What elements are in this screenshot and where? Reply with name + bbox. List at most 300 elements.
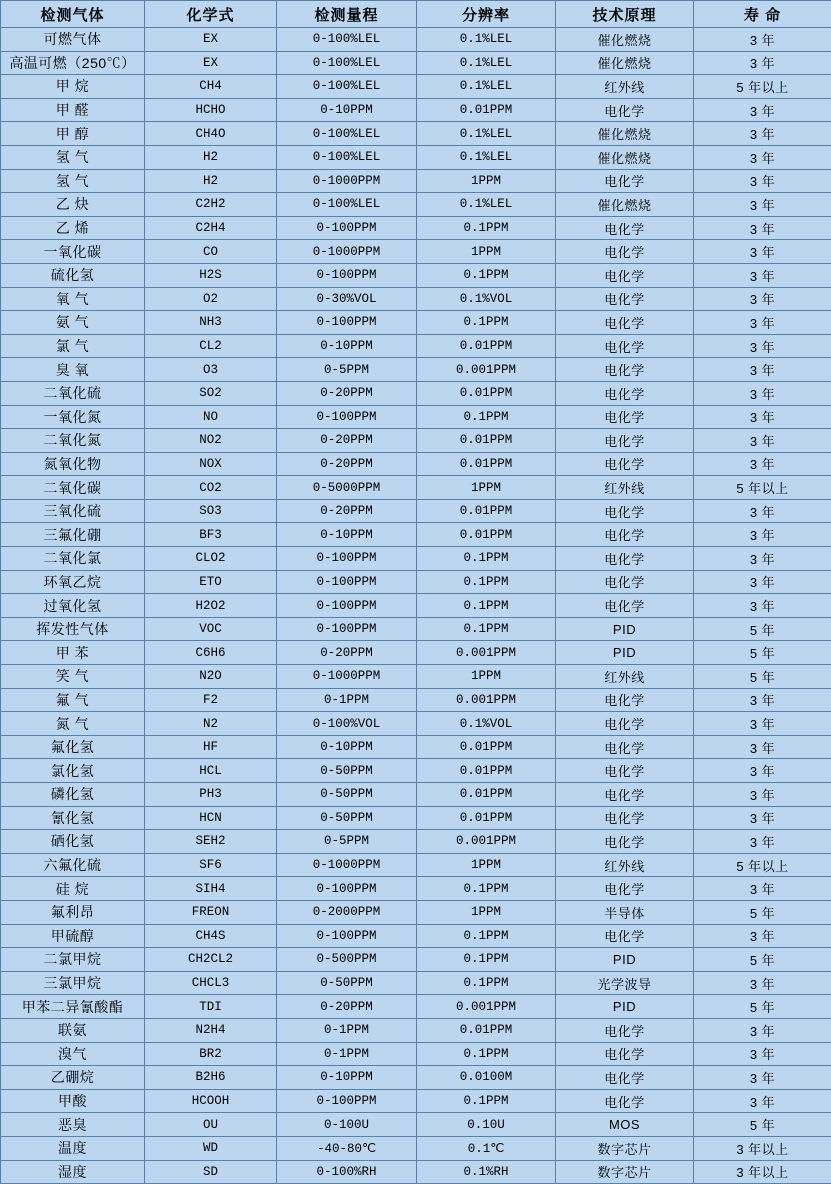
cell-resolution: 0.1%VOL [417,712,556,736]
cell-range: 0-100%LEL [277,51,417,75]
cell-formula: CH4 [145,75,277,99]
cell-resolution: 0.1%LEL [417,145,556,169]
cell-principle: 电化学 [556,381,694,405]
cell-gas-name: 氮氧化物 [1,452,145,476]
cell-gas-name: 氧 气 [1,287,145,311]
cell-life: 5 年 [694,617,831,641]
cell-range: 0-20PPM [277,995,417,1019]
cell-gas-name: 乙 炔 [1,193,145,217]
cell-gas-name: 笑 气 [1,665,145,689]
cell-range: 0-100%LEL [277,122,417,146]
cell-range: 0-50PPM [277,783,417,807]
table-row [1,971,831,995]
cell-formula: FREON [145,900,277,924]
cell-principle: 催化燃烧 [556,51,694,75]
cell-principle: 催化燃烧 [556,28,694,52]
cell-life: 5 年 [694,665,831,689]
table-row [1,735,831,759]
cell-principle: 电化学 [556,570,694,594]
cell-formula: VOC [145,617,277,641]
cell-range: 0-100PPM [277,617,417,641]
cell-principle: 电化学 [556,1089,694,1113]
cell-formula: SO2 [145,381,277,405]
cell-resolution: 0.1PPM [417,617,556,641]
cell-principle: 电化学 [556,735,694,759]
cell-resolution: 0.001PPM [417,358,556,382]
cell-gas-name: 二氧化硫 [1,381,145,405]
cell-principle: 半导体 [556,900,694,924]
cell-range: 0-100U [277,1113,417,1137]
column-header-principle: 技术原理 [556,1,694,28]
cell-resolution: 0.001PPM [417,641,556,665]
cell-formula: CHCL3 [145,971,277,995]
cell-principle: 电化学 [556,1018,694,1042]
cell-resolution: 0.1PPM [417,924,556,948]
cell-life: 3 年 [694,971,831,995]
cell-formula: H2 [145,169,277,193]
cell-resolution: 0.001PPM [417,830,556,854]
table-row [1,759,831,783]
table-row [1,334,831,358]
table-row [1,452,831,476]
table-row [1,688,831,712]
table-row [1,51,831,75]
cell-resolution: 0.1%LEL [417,51,556,75]
cell-range: 0-100PPM [277,924,417,948]
cell-gas-name: 氟 气 [1,688,145,712]
cell-range: 0-100PPM [277,877,417,901]
cell-formula: CL2 [145,334,277,358]
cell-principle: 电化学 [556,98,694,122]
cell-principle: 电化学 [556,523,694,547]
table-row [1,1042,831,1066]
table-row [1,28,831,52]
cell-formula: NH3 [145,311,277,335]
cell-range: 0-50PPM [277,806,417,830]
cell-principle: 电化学 [556,1066,694,1090]
cell-formula: H2O2 [145,594,277,618]
cell-principle: 电化学 [556,240,694,264]
cell-life: 5 年以上 [694,853,831,877]
cell-gas-name: 联氨 [1,1018,145,1042]
cell-formula: OU [145,1113,277,1137]
table-row [1,547,831,571]
cell-resolution: 0.1PPM [417,547,556,571]
cell-formula: SF6 [145,853,277,877]
cell-principle: 电化学 [556,688,694,712]
cell-formula: PH3 [145,783,277,807]
cell-resolution: 0.01PPM [417,523,556,547]
cell-formula: NO2 [145,429,277,453]
cell-principle: MOS [556,1113,694,1137]
cell-life: 3 年 [694,98,831,122]
table-row [1,570,831,594]
cell-formula: SEH2 [145,830,277,854]
cell-range: 0-20PPM [277,381,417,405]
cell-formula: SO3 [145,499,277,523]
cell-range: 0-100%LEL [277,28,417,52]
cell-life: 3 年 [694,594,831,618]
cell-principle: 光学波导 [556,971,694,995]
cell-formula: F2 [145,688,277,712]
cell-life: 3 年 [694,523,831,547]
cell-resolution: 1PPM [417,169,556,193]
cell-principle: 电化学 [556,429,694,453]
column-header-resolution: 分辨率 [417,1,556,28]
cell-principle: 红外线 [556,75,694,99]
table-row [1,830,831,854]
cell-gas-name: 甲 苯 [1,641,145,665]
cell-gas-name: 六氟化硫 [1,853,145,877]
cell-gas-name: 过氧化氢 [1,594,145,618]
table-row [1,499,831,523]
cell-formula: C6H6 [145,641,277,665]
table-row [1,1066,831,1090]
cell-formula: BF3 [145,523,277,547]
table-header-row [1,1,831,28]
cell-gas-name: 氮 气 [1,712,145,736]
cell-range: 0-100PPM [277,1089,417,1113]
cell-life: 3 年 [694,499,831,523]
cell-formula: SIH4 [145,877,277,901]
cell-resolution: 0.01PPM [417,806,556,830]
cell-resolution: 0.01PPM [417,783,556,807]
table-row [1,381,831,405]
table-row [1,924,831,948]
cell-gas-name: 温度 [1,1136,145,1160]
cell-gas-name: 溴气 [1,1042,145,1066]
cell-principle: PID [556,617,694,641]
cell-formula: SD [145,1160,277,1184]
cell-principle: 电化学 [556,334,694,358]
cell-gas-name: 氢 气 [1,145,145,169]
cell-gas-name: 二氧化氮 [1,429,145,453]
cell-gas-name: 磷化氢 [1,783,145,807]
cell-principle: 电化学 [556,499,694,523]
cell-resolution: 0.1PPM [417,311,556,335]
cell-principle: 电化学 [556,594,694,618]
cell-range: 0-1PPM [277,1042,417,1066]
cell-resolution: 1PPM [417,240,556,264]
cell-gas-name: 甲酸 [1,1089,145,1113]
cell-resolution: 0.01PPM [417,499,556,523]
cell-formula: N2O [145,665,277,689]
table-row [1,169,831,193]
cell-principle: 电化学 [556,358,694,382]
cell-principle: 红外线 [556,853,694,877]
cell-formula: H2 [145,145,277,169]
cell-life: 5 年 [694,948,831,972]
table-row [1,75,831,99]
cell-resolution: 0.01PPM [417,429,556,453]
cell-formula: N2 [145,712,277,736]
cell-resolution: 0.1PPM [417,570,556,594]
cell-range: 0-100PPM [277,547,417,571]
cell-formula: CH2CL2 [145,948,277,972]
cell-gas-name: 氰化氢 [1,806,145,830]
table-row [1,1089,831,1113]
cell-resolution: 1PPM [417,665,556,689]
table-row [1,1018,831,1042]
cell-life: 3 年 [694,240,831,264]
cell-life: 3 年 [694,877,831,901]
cell-range: 0-20PPM [277,641,417,665]
cell-range: 0-1000PPM [277,240,417,264]
cell-range: 0-500PPM [277,948,417,972]
cell-resolution: 0.1%VOL [417,287,556,311]
cell-principle: 电化学 [556,287,694,311]
cell-formula: NOX [145,452,277,476]
cell-principle: 电化学 [556,547,694,571]
cell-resolution: 0.1PPM [417,1089,556,1113]
cell-range: 0-20PPM [277,499,417,523]
cell-life: 3 年以上 [694,1160,831,1184]
cell-formula: TDI [145,995,277,1019]
cell-resolution: 0.01PPM [417,98,556,122]
cell-gas-name: 乙 烯 [1,216,145,240]
table-row [1,287,831,311]
cell-principle: 红外线 [556,476,694,500]
table-row [1,358,831,382]
cell-gas-name: 氟化氢 [1,735,145,759]
cell-resolution: 0.1PPM [417,948,556,972]
cell-gas-name: 恶臭 [1,1113,145,1137]
cell-gas-name: 可燃气体 [1,28,145,52]
cell-gas-name: 硅 烷 [1,877,145,901]
table-row [1,712,831,736]
cell-resolution: 0.01PPM [417,735,556,759]
cell-gas-name: 氯化氢 [1,759,145,783]
cell-resolution: 0.1%LEL [417,28,556,52]
cell-range: 0-100PPM [277,570,417,594]
cell-life: 3 年 [694,570,831,594]
cell-gas-name: 硫化氢 [1,263,145,287]
cell-resolution: 0.1PPM [417,216,556,240]
cell-principle: 电化学 [556,806,694,830]
cell-resolution: 1PPM [417,476,556,500]
table-row [1,1136,831,1160]
cell-gas-name: 甲 烷 [1,75,145,99]
table-row [1,877,831,901]
cell-resolution: 0.1PPM [417,971,556,995]
cell-life: 3 年 [694,783,831,807]
cell-formula: HCHO [145,98,277,122]
column-header-range: 检测量程 [277,1,417,28]
table-row [1,145,831,169]
cell-range: 0-5PPM [277,358,417,382]
cell-formula: C2H4 [145,216,277,240]
cell-range: -40-80℃ [277,1136,417,1160]
table-row [1,405,831,429]
cell-life: 3 年 [694,688,831,712]
cell-gas-name: 甲 醛 [1,98,145,122]
cell-life: 5 年以上 [694,75,831,99]
cell-range: 0-100PPM [277,311,417,335]
table-row [1,853,831,877]
cell-life: 3 年 [694,1066,831,1090]
cell-principle: PID [556,948,694,972]
table-row [1,806,831,830]
cell-gas-name: 甲硫醇 [1,924,145,948]
cell-life: 3 年 [694,452,831,476]
table-row [1,1113,831,1137]
cell-resolution: 0.1%LEL [417,75,556,99]
cell-formula: CO [145,240,277,264]
cell-range: 0-100PPM [277,216,417,240]
cell-gas-name: 乙硼烷 [1,1066,145,1090]
cell-resolution: 0.1PPM [417,877,556,901]
cell-resolution: 0.001PPM [417,995,556,1019]
cell-formula: HCL [145,759,277,783]
cell-life: 3 年 [694,381,831,405]
cell-resolution: 1PPM [417,900,556,924]
cell-range: 0-1000PPM [277,169,417,193]
cell-formula: HCOOH [145,1089,277,1113]
table-row [1,995,831,1019]
column-header-formula: 化学式 [145,1,277,28]
cell-resolution: 1PPM [417,853,556,877]
cell-formula: HF [145,735,277,759]
cell-principle: 电化学 [556,877,694,901]
cell-gas-name: 一氧化氮 [1,405,145,429]
table-row [1,98,831,122]
cell-range: 0-10PPM [277,523,417,547]
table-body [1,28,831,1184]
cell-gas-name: 硒化氢 [1,830,145,854]
cell-life: 3 年 [694,924,831,948]
cell-gas-name: 二氧化碳 [1,476,145,500]
cell-gas-name: 甲苯二异氰酸酯 [1,995,145,1019]
cell-range: 0-10PPM [277,1066,417,1090]
cell-formula: EX [145,51,277,75]
cell-principle: 电化学 [556,452,694,476]
cell-formula: C2H2 [145,193,277,217]
cell-life: 5 年 [694,1113,831,1137]
cell-gas-name: 氢 气 [1,169,145,193]
cell-resolution: 0.01PPM [417,381,556,405]
cell-gas-name: 二氯甲烷 [1,948,145,972]
cell-range: 0-1PPM [277,1018,417,1042]
cell-resolution: 0.1%RH [417,1160,556,1184]
cell-life: 3 年 [694,712,831,736]
cell-gas-name: 三氧化硫 [1,499,145,523]
cell-gas-name: 氟利昂 [1,900,145,924]
cell-principle: 电化学 [556,1042,694,1066]
cell-life: 3 年 [694,1089,831,1113]
cell-life: 3 年 [694,169,831,193]
cell-range: 0-1000PPM [277,665,417,689]
cell-resolution: 0.001PPM [417,688,556,712]
cell-gas-name: 三氟化硼 [1,523,145,547]
cell-principle: 电化学 [556,924,694,948]
cell-life: 3 年 [694,806,831,830]
cell-gas-name: 臭 氧 [1,358,145,382]
cell-life: 3 年 [694,193,831,217]
cell-life: 3 年 [694,334,831,358]
cell-life: 3 年 [694,287,831,311]
cell-principle: 红外线 [556,665,694,689]
cell-range: 0-5PPM [277,830,417,854]
cell-life: 3 年 [694,759,831,783]
cell-resolution: 0.1%LEL [417,193,556,217]
cell-resolution: 0.10U [417,1113,556,1137]
cell-principle: 催化燃烧 [556,193,694,217]
cell-resolution: 0.01PPM [417,452,556,476]
cell-formula: WD [145,1136,277,1160]
cell-formula: CO2 [145,476,277,500]
table-row [1,617,831,641]
cell-range: 0-2000PPM [277,900,417,924]
cell-gas-name: 挥发性气体 [1,617,145,641]
cell-range: 0-100%LEL [277,145,417,169]
table-row [1,783,831,807]
cell-principle: 电化学 [556,712,694,736]
column-header-gas: 检测气体 [1,1,145,28]
cell-resolution: 0.1PPM [417,594,556,618]
table-row [1,523,831,547]
table-row [1,641,831,665]
cell-resolution: 0.1PPM [417,263,556,287]
table-row [1,900,831,924]
cell-principle: PID [556,995,694,1019]
cell-range: 0-100%LEL [277,193,417,217]
table-row [1,122,831,146]
cell-principle: 电化学 [556,783,694,807]
cell-life: 5 年以上 [694,476,831,500]
cell-life: 3 年 [694,122,831,146]
cell-range: 0-100PPM [277,594,417,618]
cell-life: 3 年 [694,547,831,571]
cell-resolution: 0.01PPM [417,334,556,358]
cell-principle: 电化学 [556,263,694,287]
cell-gas-name: 二氧化氯 [1,547,145,571]
cell-gas-name: 湿度 [1,1160,145,1184]
cell-life: 3 年 [694,405,831,429]
cell-gas-name: 氯 气 [1,334,145,358]
cell-formula: CH4S [145,924,277,948]
cell-life: 3 年以上 [694,1136,831,1160]
cell-principle: 电化学 [556,169,694,193]
cell-range: 0-20PPM [277,452,417,476]
table-row [1,665,831,689]
table-row [1,948,831,972]
cell-life: 3 年 [694,263,831,287]
cell-life: 3 年 [694,51,831,75]
cell-formula: O2 [145,287,277,311]
cell-range: 0-10PPM [277,735,417,759]
cell-life: 3 年 [694,1042,831,1066]
cell-resolution: 0.0100M [417,1066,556,1090]
table-row [1,240,831,264]
cell-gas-name: 环氧乙烷 [1,570,145,594]
cell-principle: PID [556,641,694,665]
cell-principle: 电化学 [556,216,694,240]
cell-gas-name: 一氧化碳 [1,240,145,264]
cell-principle: 电化学 [556,759,694,783]
cell-life: 5 年 [694,900,831,924]
cell-formula: CH4O [145,122,277,146]
cell-life: 3 年 [694,1018,831,1042]
cell-principle: 电化学 [556,311,694,335]
cell-range: 0-100%LEL [277,75,417,99]
table-row [1,263,831,287]
cell-principle: 数字芯片 [556,1136,694,1160]
cell-life: 3 年 [694,358,831,382]
cell-gas-name: 高温可燃（250℃） [1,51,145,75]
cell-principle: 电化学 [556,830,694,854]
cell-gas-name: 甲 醇 [1,122,145,146]
cell-life: 3 年 [694,735,831,759]
